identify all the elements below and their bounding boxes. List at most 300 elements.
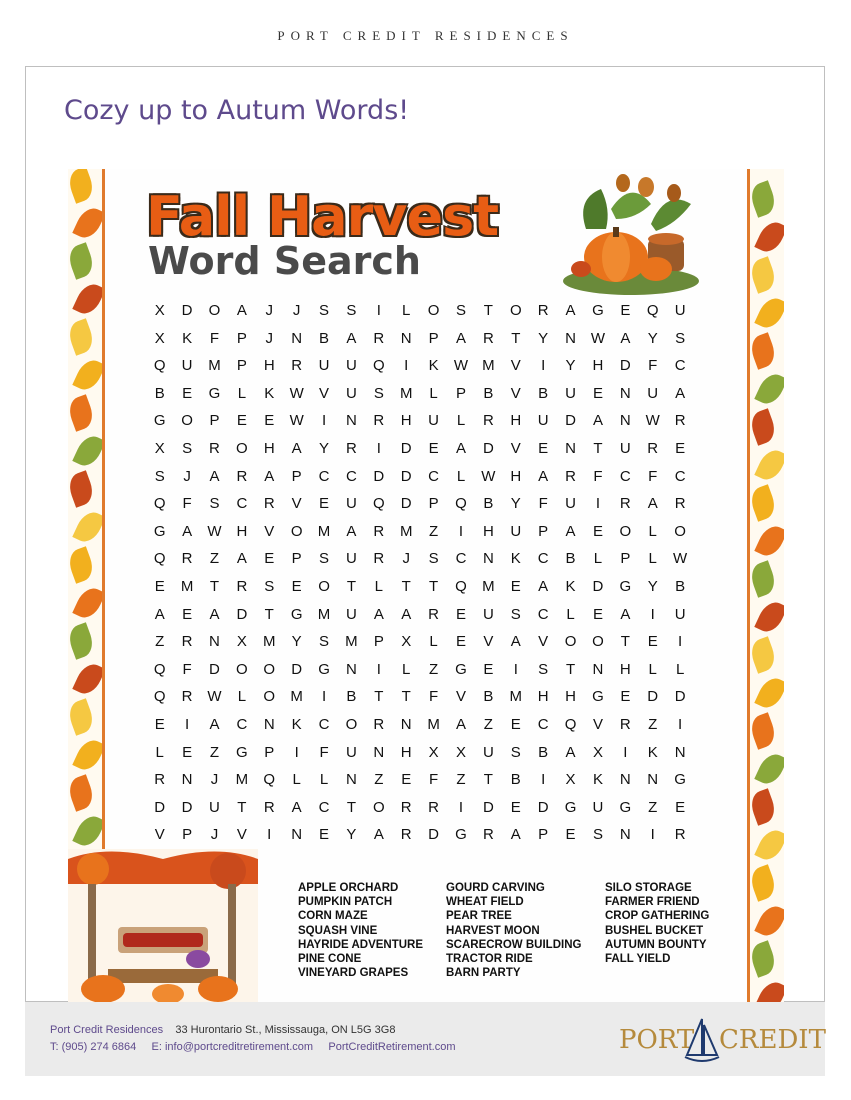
grid-letter: Q xyxy=(263,771,276,789)
grid-letter: X xyxy=(455,743,466,761)
grid-letter: J xyxy=(265,329,273,347)
grid-letter: M xyxy=(235,771,249,789)
grid-letter: C xyxy=(537,715,549,733)
grid-letter: M xyxy=(263,633,276,651)
grid-letter: W xyxy=(590,329,606,347)
grid-letter: C xyxy=(346,467,357,485)
leaf-icon xyxy=(754,978,784,1003)
port-credit-logo xyxy=(619,1017,826,1063)
grid-letter: G xyxy=(619,798,632,816)
footer-website-link[interactable]: PortCreditRetirement.com xyxy=(328,1041,456,1053)
word-list-item: TRACTOR RIDE xyxy=(446,953,533,966)
grid-letter: P xyxy=(428,495,439,513)
grid-letter: V xyxy=(291,495,302,513)
grid-letter: R xyxy=(619,715,631,733)
leaf-icon xyxy=(754,446,784,484)
grid-letter: I xyxy=(376,439,381,457)
grid-letter: P xyxy=(538,826,549,844)
grid-letter: I xyxy=(541,771,546,789)
grid-letter: H xyxy=(482,522,494,540)
grid-letter: I xyxy=(267,826,272,844)
grid-letter: T xyxy=(264,605,274,623)
grid-letter: U xyxy=(346,357,357,375)
footer-email[interactable]: E: info@portcreditretirement.com xyxy=(151,1041,314,1053)
grid-letter: L xyxy=(237,688,247,706)
grid-letter: E xyxy=(455,633,466,651)
grid-letter: W xyxy=(481,467,496,485)
right-leaf-border xyxy=(747,169,784,1003)
leaf-icon xyxy=(747,712,779,750)
poster-subtitle: Word Search xyxy=(148,239,421,283)
grid-letter: U xyxy=(482,605,494,623)
grid-letter: Y xyxy=(538,329,549,347)
grid-letter: R xyxy=(263,495,275,513)
grid-letter: N xyxy=(565,439,576,457)
grid-row xyxy=(146,490,694,518)
grid-letter: N xyxy=(482,550,494,568)
grid-letter: B xyxy=(565,550,576,568)
grid-letter: A xyxy=(346,522,357,540)
grid-letter: N xyxy=(263,715,275,733)
grid-row xyxy=(146,380,694,408)
grid-row xyxy=(146,545,694,573)
grid-row xyxy=(146,325,694,353)
grid-letter: R xyxy=(674,495,686,513)
grid-row xyxy=(146,766,694,794)
grid-letter: E xyxy=(319,826,330,844)
grid-letter: P xyxy=(264,743,275,761)
grid-letter: T xyxy=(374,688,384,706)
poster-title: Fall Harvest xyxy=(146,185,499,248)
grid-letter: M xyxy=(509,688,523,706)
grid-letter: F xyxy=(209,329,220,347)
grid-letter: R xyxy=(482,329,494,347)
grid-row xyxy=(146,683,694,711)
grid-letter: G xyxy=(592,302,604,319)
grid-letter: J xyxy=(210,771,219,789)
grid-letter: E xyxy=(620,302,631,319)
grid-letter: L xyxy=(402,302,411,319)
grid-letter: E xyxy=(592,384,603,402)
grid-letter: I xyxy=(294,743,299,761)
grid-row xyxy=(146,297,694,325)
grid-letter: T xyxy=(620,633,630,651)
grid-letter: U xyxy=(428,412,440,430)
grid-letter: U xyxy=(346,605,357,623)
grid-letter: R xyxy=(674,412,686,430)
grid-letter: C xyxy=(318,798,330,816)
grid-letter: U xyxy=(346,384,357,402)
grid-letter: N xyxy=(619,771,631,789)
grid-letter: J xyxy=(265,302,273,319)
grid-letter: R xyxy=(263,798,275,816)
grid-letter: P xyxy=(620,550,631,568)
grid-letter: L xyxy=(402,660,411,678)
grid-letter: W xyxy=(645,412,660,430)
grid-letter: A xyxy=(236,302,247,319)
grid-letter: Y xyxy=(346,826,357,844)
word-list-column-1 xyxy=(298,881,423,980)
grid-letter: O xyxy=(427,302,440,319)
grid-letter: X xyxy=(565,771,576,789)
grid-letter: W xyxy=(673,550,688,568)
grid-letter: L xyxy=(648,522,657,540)
grid-letter: Q xyxy=(455,495,467,513)
leaf-icon xyxy=(754,294,784,332)
grid-letter: E xyxy=(264,412,275,430)
grid-letter: H xyxy=(263,439,275,457)
grid-letter: M xyxy=(399,384,413,402)
grid-letter: M xyxy=(399,522,413,540)
grid-letter: A xyxy=(373,826,384,844)
grid-letter: O xyxy=(318,577,330,595)
grid-letter: P xyxy=(209,412,220,430)
grid-letter: A xyxy=(373,605,384,623)
porch-illustration xyxy=(68,849,258,1003)
leaf-icon xyxy=(68,698,97,736)
grid-letter: N xyxy=(619,384,631,402)
word-list-item: VINEYARD GRAPES xyxy=(298,967,409,980)
grid-letter: O xyxy=(372,798,385,816)
leaf-icon xyxy=(72,736,105,774)
footer-address: 33 Hurontario St., Mississauga, ON L5G 3G8 xyxy=(175,1024,396,1036)
grid-letter: U xyxy=(565,384,576,402)
grid-letter: Q xyxy=(372,495,385,513)
word-list-column-3 xyxy=(605,881,709,966)
grid-letter: G xyxy=(592,688,604,706)
grid-letter: O xyxy=(263,688,276,706)
word-list-item: BUSHEL BUCKET xyxy=(605,924,704,937)
grid-letter: I xyxy=(623,743,628,761)
word-list-item: HAYRIDE ADVENTURE xyxy=(298,938,424,951)
grid-letter: I xyxy=(376,302,381,319)
grid-letter: G xyxy=(674,771,686,789)
grid-letter: O xyxy=(619,522,632,540)
grid-letter: Z xyxy=(456,771,466,789)
grid-letter: A xyxy=(182,522,193,540)
leaf-icon xyxy=(68,242,97,280)
grid-letter: H xyxy=(236,522,248,540)
grid-letter: K xyxy=(182,329,193,347)
grid-letter: S xyxy=(346,302,357,319)
grid-letter: C xyxy=(619,467,631,485)
grid-letter: Y xyxy=(565,357,576,375)
grid-letter: E xyxy=(675,439,686,457)
grid-letter: P xyxy=(455,384,466,402)
grid-letter: X xyxy=(428,743,439,761)
grid-letter: Z xyxy=(155,633,165,651)
grid-letter: A xyxy=(510,633,521,651)
grid-letter: L xyxy=(429,633,438,651)
word-list-item: AUTUMN BOUNTY xyxy=(605,938,707,951)
grid-letter: L xyxy=(429,384,438,402)
leaf-icon xyxy=(68,546,97,584)
grid-letter: S xyxy=(319,302,330,319)
word-list-item: BARN PARTY xyxy=(446,967,521,980)
leaf-icon xyxy=(72,356,105,394)
grid-row xyxy=(146,601,694,629)
grid-letter: D xyxy=(537,798,549,816)
grid-letter: F xyxy=(182,495,192,513)
grid-letter: M xyxy=(180,577,194,595)
grid-letter: C xyxy=(318,467,330,485)
grid-letter: R xyxy=(209,439,220,457)
grid-letter: A xyxy=(620,329,631,347)
grid-letter: F xyxy=(648,467,658,485)
word-list-item: SQUASH VINE xyxy=(298,924,378,937)
grid-letter: I xyxy=(650,826,655,844)
grid-letter: N xyxy=(209,633,220,651)
grid-letter: S xyxy=(510,605,521,623)
grid-letter: Q xyxy=(372,357,385,375)
grid-letter: I xyxy=(595,495,601,513)
grid-letter: U xyxy=(565,495,576,513)
grid-letter: S xyxy=(373,384,384,402)
grid-letter: M xyxy=(345,633,358,651)
grid-letter: O xyxy=(592,633,604,651)
grid-letter: A xyxy=(592,412,603,430)
grid-letter: E xyxy=(620,688,631,706)
grid-letter: N xyxy=(674,743,686,761)
grid-letter: H xyxy=(619,660,631,678)
grid-letter: T xyxy=(346,798,357,816)
grid-letter: V xyxy=(538,633,549,651)
grid-letter: K xyxy=(428,357,439,375)
grid-letter: C xyxy=(537,605,549,623)
grid-letter: T xyxy=(209,577,220,595)
grid-letter: O xyxy=(674,522,686,540)
grid-letter: H xyxy=(400,743,412,761)
grid-letter: U xyxy=(647,384,659,402)
word-search-poster xyxy=(68,169,784,1003)
grid-letter: E xyxy=(510,715,521,733)
grid-letter: J xyxy=(292,302,301,319)
grid-letter: B xyxy=(483,384,494,402)
grid-letter: P xyxy=(373,633,384,651)
grid-letter: Z xyxy=(209,743,220,761)
grid-letter: V xyxy=(510,357,521,375)
grid-letter: S xyxy=(538,660,549,678)
grid-letter: I xyxy=(458,798,464,816)
grid-letter: W xyxy=(289,384,304,402)
grid-letter: L xyxy=(155,743,164,761)
grid-letter: N xyxy=(346,660,357,678)
grid-letter: F xyxy=(429,688,439,706)
leaf-icon xyxy=(72,280,105,318)
grid-letter: E xyxy=(592,522,603,540)
grid-row xyxy=(146,573,694,601)
grid-letter: V xyxy=(319,384,330,402)
grid-row xyxy=(146,463,694,491)
grid-letter: C xyxy=(318,715,330,733)
grid-row xyxy=(146,518,694,546)
grid-letter: T xyxy=(483,771,493,789)
grid-letter: J xyxy=(210,826,219,844)
grid-letter: W xyxy=(207,522,222,540)
grid-letter: C xyxy=(428,467,440,485)
leaf-icon xyxy=(747,940,779,978)
grid-row xyxy=(146,352,694,380)
grid-letter: K xyxy=(647,743,658,761)
leaf-icon xyxy=(754,522,784,560)
grid-letter: R xyxy=(373,715,385,733)
grid-letter: T xyxy=(565,660,576,678)
grid-letter: S xyxy=(154,467,165,485)
grid-letter: G xyxy=(619,577,632,595)
grid-letter: U xyxy=(346,550,357,568)
grid-letter: E xyxy=(291,577,302,595)
leaf-icon xyxy=(747,332,779,370)
grid-letter: G xyxy=(455,660,467,678)
grid-letter: E xyxy=(538,439,549,457)
grid-letter: T xyxy=(237,798,247,816)
content-frame xyxy=(25,66,825,1002)
grid-letter: R xyxy=(291,357,303,375)
grid-letter: G xyxy=(455,826,467,844)
grid-letter: R xyxy=(674,826,686,844)
grid-letter: H xyxy=(510,412,522,430)
letter-grid xyxy=(146,297,694,849)
grid-letter: J xyxy=(183,467,191,485)
leaf-icon xyxy=(747,864,779,902)
grid-letter: P xyxy=(236,357,247,375)
grid-letter: L xyxy=(319,771,329,789)
grid-letter: S xyxy=(319,633,330,651)
grid-letter: D xyxy=(674,688,686,706)
leaf-icon xyxy=(747,788,779,826)
grid-letter: K xyxy=(565,577,576,595)
leaf-icon xyxy=(754,750,784,788)
grid-letter: S xyxy=(319,550,330,568)
grid-letter: C xyxy=(674,467,686,485)
grid-letter: Q xyxy=(153,495,166,513)
grid-letter: B xyxy=(538,384,549,402)
grid-letter: B xyxy=(154,384,165,402)
grid-letter: A xyxy=(565,302,576,319)
word-list-item: FALL YIELD xyxy=(605,953,671,966)
leaf-icon xyxy=(72,584,105,622)
grid-letter: Q xyxy=(564,715,577,733)
grid-letter: H xyxy=(537,688,549,706)
grid-row xyxy=(146,711,694,739)
grid-row xyxy=(146,435,694,463)
grid-letter: R xyxy=(565,467,576,485)
leaf-icon xyxy=(72,508,105,546)
grid-letter: Z xyxy=(429,522,439,540)
grid-letter: E xyxy=(592,605,603,623)
word-list-item: PUMPKIN PATCH xyxy=(298,896,393,909)
word-list-item: HARVEST MOON xyxy=(446,924,540,937)
grid-letter: E xyxy=(182,743,193,761)
grid-letter: P xyxy=(538,522,549,540)
grid-letter: R xyxy=(236,577,248,595)
grid-letter: R xyxy=(428,605,440,623)
leaf-icon xyxy=(747,484,779,522)
grid-letter: I xyxy=(185,715,190,733)
grid-letter: E xyxy=(510,798,521,816)
grid-letter: A xyxy=(291,439,302,457)
grid-letter: U xyxy=(510,522,522,540)
logo-text-left: PORT xyxy=(619,1025,695,1055)
grid-letter: Z xyxy=(483,715,493,733)
grid-letter: U xyxy=(318,357,330,375)
grid-letter: N xyxy=(619,826,631,844)
grid-letter: L xyxy=(456,412,466,430)
leaf-icon xyxy=(68,622,97,660)
grid-letter: E xyxy=(264,550,275,568)
leaf-icon xyxy=(72,660,105,698)
grid-letter: N xyxy=(592,660,604,678)
grid-letter: S xyxy=(455,302,466,319)
grid-letter: U xyxy=(674,302,686,319)
grid-letter: Q xyxy=(153,357,166,375)
grid-letter: N xyxy=(291,329,303,347)
grid-letter: T xyxy=(429,577,439,595)
grid-letter: F xyxy=(319,743,329,761)
grid-letter: V xyxy=(592,715,603,733)
grid-letter: S xyxy=(510,743,521,761)
grid-letter: I xyxy=(541,357,546,375)
leaf-icon xyxy=(68,470,97,508)
grid-letter: R xyxy=(428,798,440,816)
grid-letter: V xyxy=(483,633,494,651)
grid-letter: R xyxy=(181,550,193,568)
grid-letter: Z xyxy=(648,798,658,816)
grid-letter: O xyxy=(236,439,248,457)
grid-letter: C xyxy=(455,550,467,568)
grid-letter: Q xyxy=(153,688,166,706)
grid-letter: U xyxy=(592,798,604,816)
grid-letter: U xyxy=(181,357,193,375)
grid-letter: H xyxy=(565,688,576,706)
grid-letter: B xyxy=(538,743,549,761)
leaf-icon xyxy=(747,636,779,674)
grid-letter: E xyxy=(565,826,576,844)
grid-letter: F xyxy=(593,467,603,485)
grid-letter: F xyxy=(182,660,192,678)
grid-letter: N xyxy=(181,771,193,789)
grid-letter: G xyxy=(153,412,166,430)
grid-row xyxy=(146,739,694,767)
grid-letter: P xyxy=(291,550,302,568)
grid-letter: R xyxy=(400,798,412,816)
leaf-icon xyxy=(754,826,784,864)
grid-letter: O xyxy=(208,302,221,319)
grid-letter: I xyxy=(376,660,381,678)
grid-letter: N xyxy=(647,771,659,789)
grid-row xyxy=(146,821,694,849)
leaf-icon xyxy=(72,812,105,850)
grid-letter: E xyxy=(182,384,193,402)
grid-letter: I xyxy=(458,522,464,540)
grid-letter: T xyxy=(401,577,411,595)
leaf-icon xyxy=(68,318,97,356)
grid-letter: O xyxy=(509,302,522,319)
grid-row xyxy=(146,628,694,656)
grid-letter: I xyxy=(404,357,409,375)
footer-address-line xyxy=(50,1024,395,1036)
grid-letter: H xyxy=(263,357,275,375)
grid-letter: B xyxy=(510,771,521,789)
grid-letter: N xyxy=(373,743,385,761)
grid-letter: S xyxy=(264,577,275,595)
grid-letter: L xyxy=(237,384,247,402)
grid-letter: R xyxy=(236,467,248,485)
grid-letter: I xyxy=(650,605,655,623)
grid-letter: S xyxy=(428,550,439,568)
grid-letter: P xyxy=(428,329,439,347)
grid-letter: A xyxy=(455,715,466,733)
